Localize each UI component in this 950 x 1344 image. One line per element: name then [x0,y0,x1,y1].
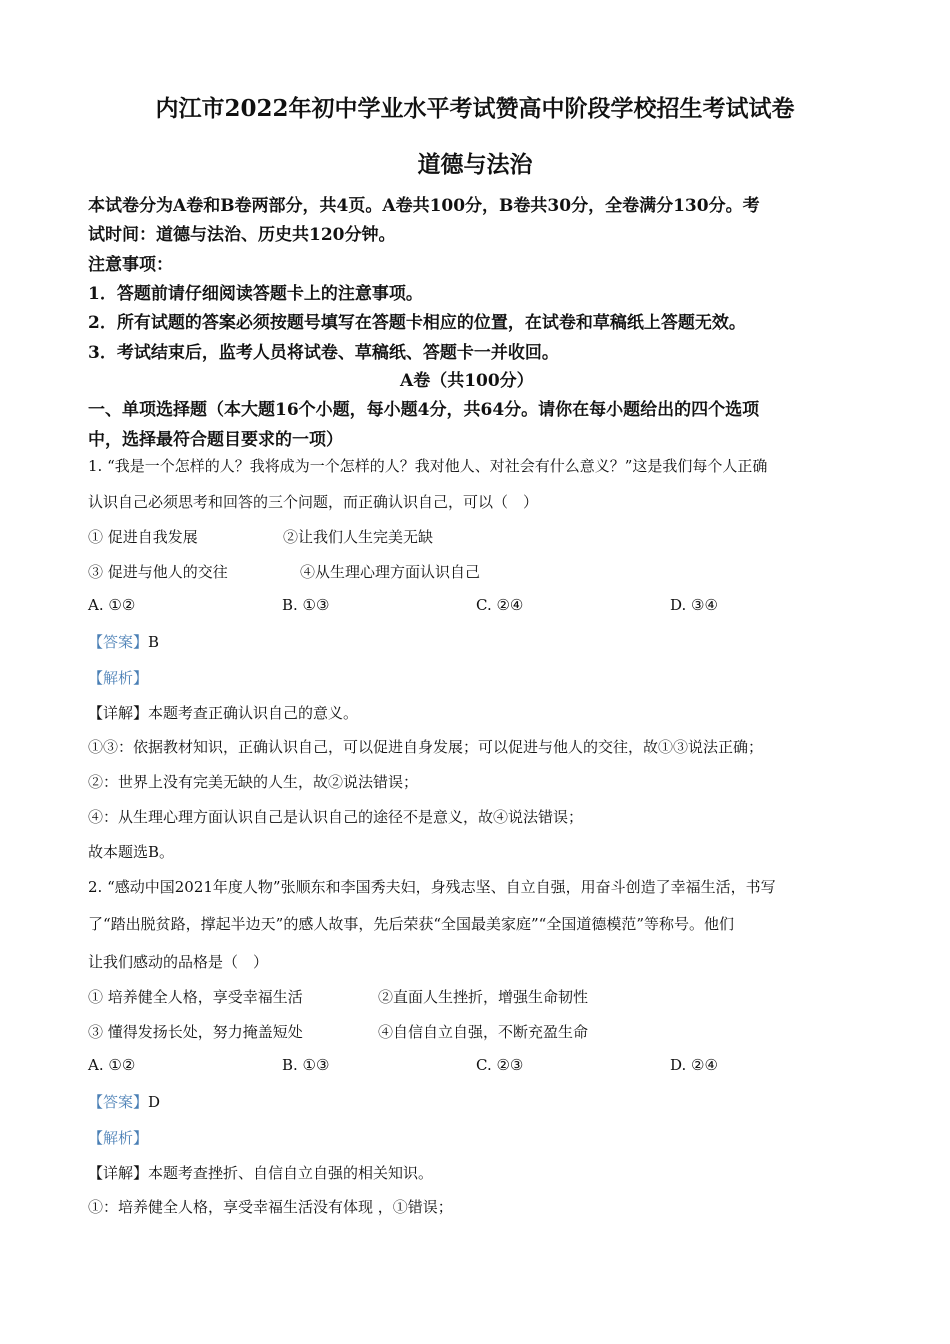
q2-item-3: ③ 懂得发扬长处，努力掩盖短处 [88,1023,303,1041]
q2-answer [88,1091,160,1112]
note-item: 3．考试结束后，监考人员将试卷、草稿纸、答题卡一并收回。 [88,343,559,363]
exam-title: 内江市2022年初中学业水平考试赞高中阶段学校招生考试试卷 [155,95,795,122]
q2-detail-line: 【详解】本题考查挫折、自信自立自强的相关知识。 [88,1164,434,1182]
q2-stem-2: 了“踏出脱贫路，撑起半边天”的感人故事，先后荣获“全国最美家庭”“全国道德模范”等称号。他们 [88,915,735,933]
intro-line-2: 试时间：道德与法治、历史共120分钟。 [88,225,396,245]
q1-item-4: ④从生理心理方面认识自己 [300,563,481,581]
answer-tag: 【答案】 [88,633,149,651]
q2-item-1: ① 培养健全人格，享受幸福生活 [88,988,303,1006]
part1-instructions-1: 一、单项选择题（本大题16个小题，每小题4分，共64分。请你在每小题给出的四个选项 [88,400,760,420]
q1-detail-line: ④：从生理心理方面认识自己是认识自己的途径不是意义，故④说法错误； [88,808,584,826]
q2-stem-3: 让我们感动的品格是（ ） [88,953,269,971]
q1-choice-b: B. ①③ [282,596,330,614]
q1-detail-line: ①③：依据教材知识，正确认识自己，可以促进自身发展；可以促进与他人的交往，故①③说法正确； [88,738,764,756]
intro-line-1: 本试卷分为A卷和B卷两部分，共4页。A卷共100分，B卷共30分，全卷满分130分。考 [88,196,760,216]
subject-title: 道德与法治 [417,151,533,178]
answer-tag: 【答案】 [88,1093,149,1111]
q1-analysis-tag: 【解析】 [88,669,149,687]
q1-item-2: ②让我们人生完美无缺 [283,528,434,546]
q1-stem-2: 认识自己必须思考和回答的三个问题，而正确认识自己，可以（ ） [88,493,539,511]
q1-answer [88,631,159,652]
q2-analysis-tag: 【解析】 [88,1129,149,1147]
section-a-heading: A卷（共100分） [400,371,534,391]
q2-choice-c: C. ②③ [476,1056,524,1074]
q2-choice-b: B. ①③ [282,1056,330,1074]
q1-choice-d: D. ③④ [670,596,718,614]
notes-heading: 注意事项： [88,255,173,275]
q2-item-4: ④自信自立自强，不断充盈生命 [378,1023,589,1041]
q1-detail-line: 故本题选B。 [88,843,175,861]
q2-choice-a: A. ①② [88,1056,136,1074]
q1-choice-c: C. ②④ [476,596,524,614]
part1-instructions-2: 中，选择最符合题目要求的一项） [88,430,343,450]
note-item: 2．所有试题的答案必须按题号填写在答题卡相应的位置，在试卷和草稿纸上答题无效。 [88,313,746,333]
q1-item-1: ① 促进自我发展 [88,528,198,546]
q1-detail-line: ②：世界上没有完美无缺的人生，故②说法错误； [88,773,419,791]
q2-choice-d: D. ②④ [670,1056,718,1074]
answer-value: B [148,633,160,651]
q2-item-2: ②直面人生挫折，增强生命韧性 [378,988,589,1006]
answer-value: D [148,1093,161,1111]
q1-detail-line: 【详解】本题考查正确认识自己的意义。 [88,704,359,722]
q2-stem-1: 2. “感动中国2021年度人物”张顺东和李国秀夫妇，身残志坚、自立自强，用奋斗创造了幸福生活，书写 [88,878,776,896]
q1-stem-1: 1. “我是一个怎样的人？我将成为一个怎样的人？我对他人、对社会有什么意义？”这是我们每个人正确 [88,457,768,475]
q1-choice-a: A. ①② [88,596,136,614]
q2-detail-line: ①：培养健全人格，享受幸福生活没有体现 ，①错误； [88,1198,453,1216]
q1-item-3: ③ 促进与他人的交往 [88,563,228,581]
note-item: 1．答题前请仔细阅读答题卡上的注意事项。 [88,284,423,304]
